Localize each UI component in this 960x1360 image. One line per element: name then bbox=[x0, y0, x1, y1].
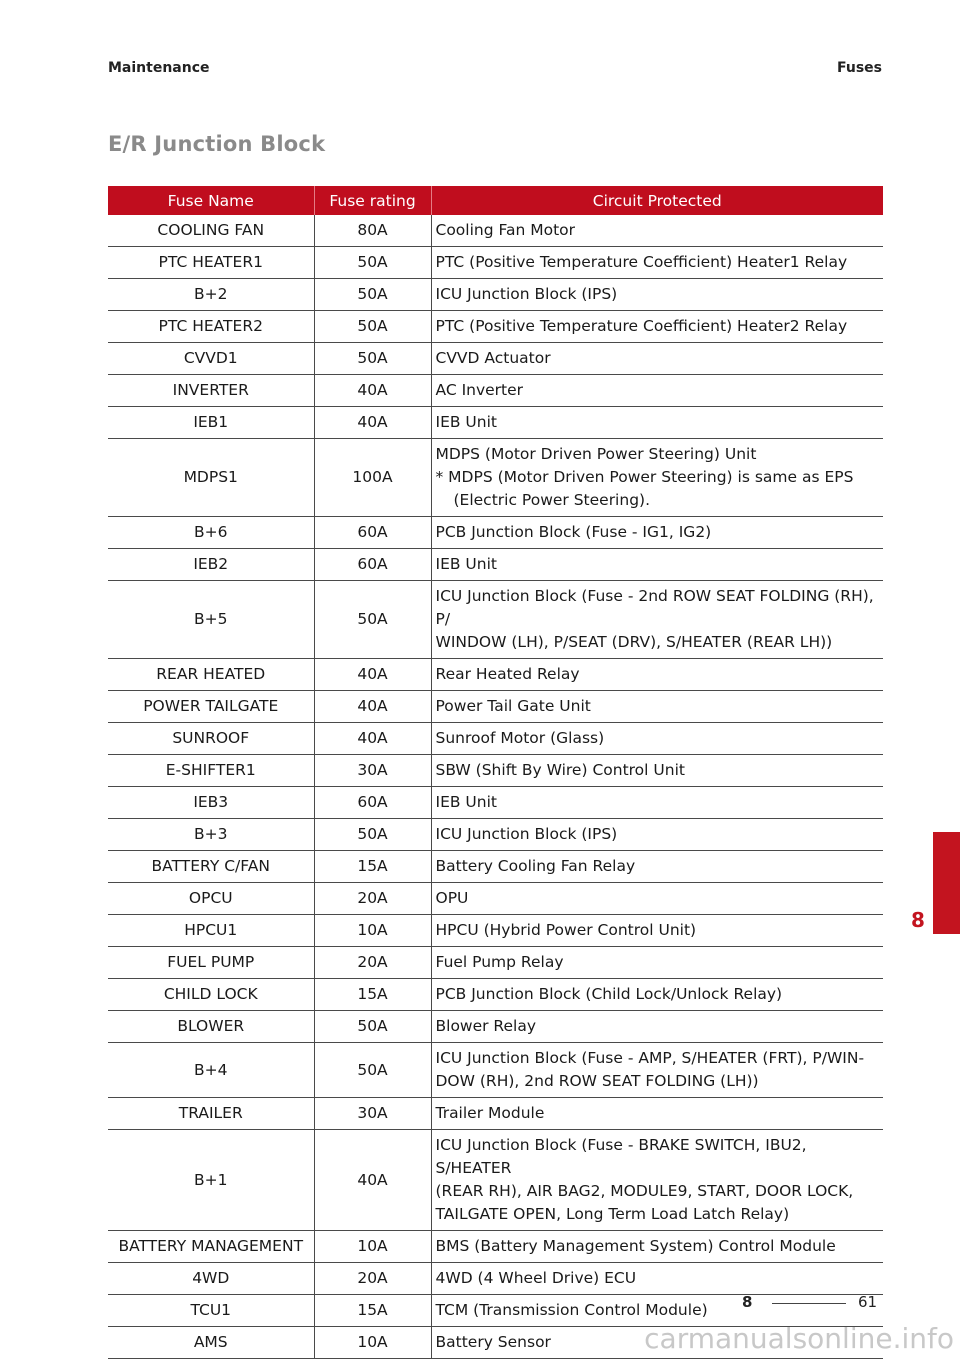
circuit-text-line: ICU Junction Block (Fuse - BRAKE SWITCH, IBU2, S/HEATER bbox=[435, 1136, 807, 1177]
fuse-rating-cell: 50A bbox=[314, 1011, 431, 1043]
header-topic: Fuses bbox=[837, 60, 882, 76]
fuse-name-cell: AMS bbox=[108, 1327, 314, 1359]
fuse-rating-cell: 10A bbox=[314, 1327, 431, 1359]
column-header-circuit-protected: Circuit Protected bbox=[431, 186, 883, 215]
column-header-fuse-name: Fuse Name bbox=[108, 186, 314, 215]
fuse-name-cell: PTC HEATER2 bbox=[108, 311, 314, 343]
circuit-protected-cell bbox=[431, 819, 883, 851]
fuse-name-cell: INVERTER bbox=[108, 375, 314, 407]
fuse-rating-cell: 40A bbox=[314, 1130, 431, 1231]
fuse-rating-cell: 50A bbox=[314, 247, 431, 279]
circuit-protected-cell bbox=[431, 915, 883, 947]
circuit-note: * MDPS (Motor Driven Power Steering) is same as EPS (Electric Power Steering). bbox=[435, 468, 854, 509]
table-row bbox=[108, 1231, 883, 1263]
fuse-name-cell: BATTERY C/FAN bbox=[108, 851, 314, 883]
circuit-text-line: PCB Junction Block (Fuse - IG1, IG2) bbox=[435, 523, 712, 541]
table-row bbox=[108, 915, 883, 947]
circuit-text-line: Power Tail Gate Unit bbox=[435, 697, 591, 715]
fuse-name-cell: TRAILER bbox=[108, 1098, 314, 1130]
circuit-text-line: Battery Cooling Fan Relay bbox=[435, 857, 636, 875]
fuse-rating-cell: 50A bbox=[314, 279, 431, 311]
fuse-rating-cell: 10A bbox=[314, 1231, 431, 1263]
circuit-text-line: IEB Unit bbox=[435, 793, 497, 811]
circuit-text-line: TAILGATE OPEN, Long Term Load Latch Relay) bbox=[435, 1205, 790, 1223]
table-row bbox=[108, 279, 883, 311]
circuit-text-line: ICU Junction Block (IPS) bbox=[435, 285, 618, 303]
table-row bbox=[108, 819, 883, 851]
fuse-name-cell: FUEL PUMP bbox=[108, 947, 314, 979]
section-title: E/R Junction Block bbox=[108, 132, 326, 156]
circuit-protected-cell bbox=[431, 1098, 883, 1130]
circuit-protected-cell bbox=[431, 755, 883, 787]
table-row bbox=[108, 787, 883, 819]
circuit-protected-cell bbox=[431, 311, 883, 343]
table-row bbox=[108, 311, 883, 343]
table-row bbox=[108, 723, 883, 755]
fuse-rating-cell: 80A bbox=[314, 215, 431, 247]
fuse-name-cell: BATTERY MANAGEMENT bbox=[108, 1231, 314, 1263]
table-row bbox=[108, 247, 883, 279]
circuit-protected-cell bbox=[431, 787, 883, 819]
circuit-text-line: (REAR RH), AIR BAG2, MODULE9, START, DOOR LOCK, bbox=[435, 1182, 854, 1200]
circuit-text-line: SBW (Shift By Wire) Control Unit bbox=[435, 761, 685, 779]
fuse-rating-cell: 30A bbox=[314, 755, 431, 787]
fuse-rating-cell: 50A bbox=[314, 1043, 431, 1098]
circuit-protected-cell bbox=[431, 375, 883, 407]
circuit-text-line: Rear Heated Relay bbox=[435, 665, 580, 683]
watermark: carmanualsonline.info bbox=[644, 1322, 954, 1355]
fuse-rating-cell: 50A bbox=[314, 343, 431, 375]
table-row bbox=[108, 1043, 883, 1098]
circuit-text-line: BMS (Battery Management System) Control Module bbox=[435, 1237, 836, 1255]
circuit-text-line: 4WD (4 Wheel Drive) ECU bbox=[435, 1269, 637, 1287]
fuse-name-cell: BLOWER bbox=[108, 1011, 314, 1043]
table-row bbox=[108, 375, 883, 407]
table-row bbox=[108, 581, 883, 659]
circuit-text-line: IEB Unit bbox=[435, 413, 497, 431]
circuit-text-line: TCM (Transmission Control Module) bbox=[435, 1301, 708, 1319]
circuit-protected-cell bbox=[431, 407, 883, 439]
fuse-name-cell: TCU1 bbox=[108, 1295, 314, 1327]
table-row bbox=[108, 755, 883, 787]
table-row bbox=[108, 1130, 883, 1231]
fuse-name-cell: IEB2 bbox=[108, 549, 314, 581]
fuse-rating-cell: 40A bbox=[314, 723, 431, 755]
fuse-name-cell: B+4 bbox=[108, 1043, 314, 1098]
fuse-rating-cell: 10A bbox=[314, 915, 431, 947]
table-row bbox=[108, 1098, 883, 1130]
table-row bbox=[108, 517, 883, 549]
circuit-text-line: IEB Unit bbox=[435, 555, 497, 573]
table-row bbox=[108, 343, 883, 375]
fuse-rating-cell: 40A bbox=[314, 375, 431, 407]
fuse-rating-cell: 50A bbox=[314, 819, 431, 851]
fuse-name-cell: CVVD1 bbox=[108, 343, 314, 375]
circuit-protected-cell bbox=[431, 343, 883, 375]
fuse-name-cell: B+6 bbox=[108, 517, 314, 549]
circuit-text-line: Battery Sensor bbox=[435, 1333, 551, 1351]
fuse-name-cell: B+3 bbox=[108, 819, 314, 851]
fuse-rating-cell: 40A bbox=[314, 659, 431, 691]
circuit-text-line: OPU bbox=[435, 889, 469, 907]
circuit-text-line: Fuel Pump Relay bbox=[435, 953, 564, 971]
chapter-side-tab bbox=[933, 832, 960, 934]
circuit-protected-cell bbox=[431, 659, 883, 691]
circuit-text-line: ICU Junction Block (Fuse - 2nd ROW SEAT FOLDING (RH), P/ bbox=[435, 587, 874, 628]
circuit-protected-cell bbox=[431, 851, 883, 883]
table-row bbox=[108, 659, 883, 691]
fuse-name-cell: IEB1 bbox=[108, 407, 314, 439]
table-header-row bbox=[108, 186, 883, 215]
circuit-protected-cell bbox=[431, 247, 883, 279]
circuit-text-line: ICU Junction Block (Fuse - AMP, S/HEATER (FRT), P/WIN- bbox=[435, 1049, 865, 1067]
fuse-rating-cell: 60A bbox=[314, 549, 431, 581]
fuse-table bbox=[108, 186, 883, 1359]
table-row bbox=[108, 439, 883, 517]
table-row bbox=[108, 691, 883, 723]
circuit-text-line: PTC (Positive Temperature Coefficient) Heater1 Relay bbox=[435, 253, 848, 271]
circuit-protected-cell bbox=[431, 517, 883, 549]
circuit-text-line: AC Inverter bbox=[435, 381, 524, 399]
fuse-name-cell: OPCU bbox=[108, 883, 314, 915]
fuse-rating-cell: 60A bbox=[314, 517, 431, 549]
fuse-rating-cell: 20A bbox=[314, 1263, 431, 1295]
circuit-protected-cell bbox=[431, 1231, 883, 1263]
circuit-text-line: Trailer Module bbox=[435, 1104, 545, 1122]
table-row bbox=[108, 407, 883, 439]
fuse-name-cell: B+1 bbox=[108, 1130, 314, 1231]
fuse-name-cell: COOLING FAN bbox=[108, 215, 314, 247]
table-row bbox=[108, 979, 883, 1011]
fuse-rating-cell: 60A bbox=[314, 787, 431, 819]
circuit-protected-cell bbox=[431, 947, 883, 979]
fuse-name-cell: REAR HEATED bbox=[108, 659, 314, 691]
table-row bbox=[108, 947, 883, 979]
circuit-text-line: WINDOW (LH), P/SEAT (DRV), S/HEATER (REAR LH)) bbox=[435, 633, 833, 651]
header-section: Maintenance bbox=[108, 60, 210, 76]
fuse-name-cell: IEB3 bbox=[108, 787, 314, 819]
circuit-protected-cell bbox=[431, 549, 883, 581]
circuit-protected-cell bbox=[431, 1263, 883, 1295]
fuse-rating-cell: 50A bbox=[314, 581, 431, 659]
fuse-name-cell: CHILD LOCK bbox=[108, 979, 314, 1011]
fuse-table-body bbox=[108, 215, 883, 1359]
chapter-side-number: 8 bbox=[911, 908, 925, 932]
circuit-protected-cell bbox=[431, 439, 883, 517]
circuit-protected-cell bbox=[431, 581, 883, 659]
circuit-text-line: CVVD Actuator bbox=[435, 349, 551, 367]
circuit-text-line: MDPS (Motor Driven Power Steering) Unit bbox=[435, 445, 757, 463]
table-row bbox=[108, 549, 883, 581]
footer-divider bbox=[772, 1303, 846, 1304]
circuit-text-line: ICU Junction Block (IPS) bbox=[435, 825, 618, 843]
fuse-name-cell: E-SHIFTER1 bbox=[108, 755, 314, 787]
fuse-name-cell: POWER TAILGATE bbox=[108, 691, 314, 723]
fuse-rating-cell: 20A bbox=[314, 947, 431, 979]
circuit-text-line: Sunroof Motor (Glass) bbox=[435, 729, 605, 747]
fuse-name-cell: B+5 bbox=[108, 581, 314, 659]
circuit-text-line: PTC (Positive Temperature Coefficient) Heater2 Relay bbox=[435, 317, 848, 335]
table-row bbox=[108, 1263, 883, 1295]
fuse-rating-cell: 40A bbox=[314, 691, 431, 723]
circuit-protected-cell bbox=[431, 979, 883, 1011]
column-header-fuse-rating: Fuse rating bbox=[314, 186, 431, 215]
fuse-rating-cell: 15A bbox=[314, 851, 431, 883]
fuse-name-cell: SUNROOF bbox=[108, 723, 314, 755]
fuse-rating-cell: 100A bbox=[314, 439, 431, 517]
circuit-text-line: PCB Junction Block (Child Lock/Unlock Relay) bbox=[435, 985, 783, 1003]
fuse-rating-cell: 15A bbox=[314, 979, 431, 1011]
circuit-text-line: Blower Relay bbox=[435, 1017, 537, 1035]
circuit-text-line: HPCU (Hybrid Power Control Unit) bbox=[435, 921, 697, 939]
circuit-protected-cell bbox=[431, 723, 883, 755]
fuse-rating-cell: 20A bbox=[314, 883, 431, 915]
circuit-protected-cell bbox=[431, 279, 883, 311]
fuse-rating-cell: 15A bbox=[314, 1295, 431, 1327]
fuse-rating-cell: 40A bbox=[314, 407, 431, 439]
table-row bbox=[108, 1011, 883, 1043]
table-row bbox=[108, 851, 883, 883]
circuit-protected-cell bbox=[431, 1130, 883, 1231]
table-row bbox=[108, 215, 883, 247]
circuit-protected-cell bbox=[431, 215, 883, 247]
circuit-protected-cell bbox=[431, 1011, 883, 1043]
fuse-name-cell: B+2 bbox=[108, 279, 314, 311]
table-row bbox=[108, 883, 883, 915]
circuit-protected-cell bbox=[431, 883, 883, 915]
fuse-name-cell: HPCU1 bbox=[108, 915, 314, 947]
fuse-name-cell: 4WD bbox=[108, 1263, 314, 1295]
circuit-protected-cell bbox=[431, 1043, 883, 1098]
fuse-rating-cell: 30A bbox=[314, 1098, 431, 1130]
fuse-name-cell: MDPS1 bbox=[108, 439, 314, 517]
footer-chapter: 8 bbox=[742, 1293, 753, 1311]
circuit-protected-cell bbox=[431, 691, 883, 723]
fuse-name-cell: PTC HEATER1 bbox=[108, 247, 314, 279]
footer-page-number: 61 bbox=[858, 1293, 878, 1311]
fuse-rating-cell: 50A bbox=[314, 311, 431, 343]
circuit-text-line: Cooling Fan Motor bbox=[435, 221, 576, 239]
circuit-text-line: DOW (RH), 2nd ROW SEAT FOLDING (LH)) bbox=[435, 1072, 759, 1090]
